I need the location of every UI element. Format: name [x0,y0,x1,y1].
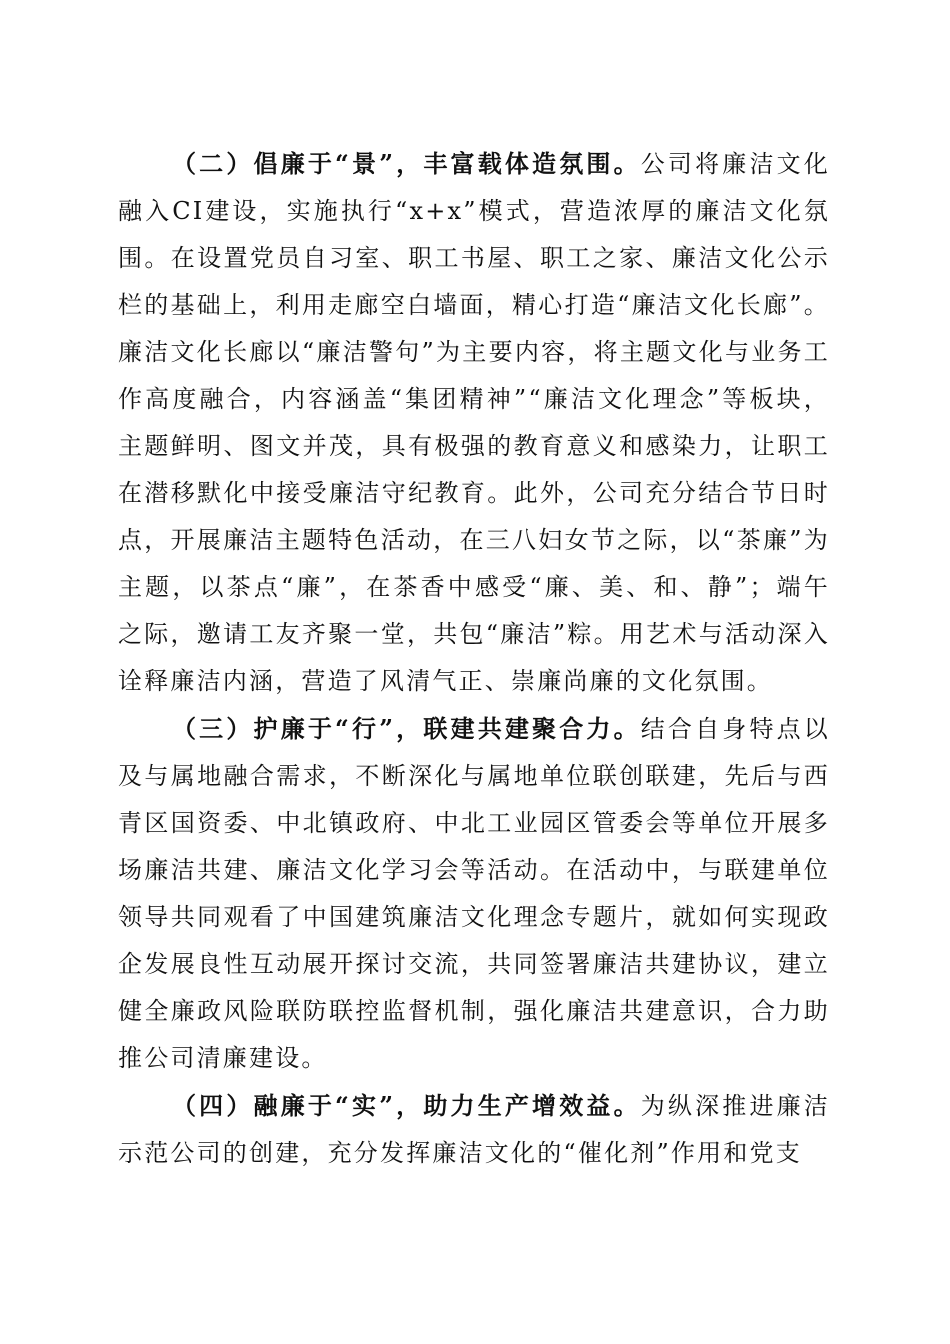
paragraph-jing [118,140,830,705]
paragraph-heading: （三）护廉于“行”，联建共建聚合力。 [172,714,641,743]
paragraph-xing [118,705,830,1082]
paragraph-shi [118,1082,830,1177]
paragraph-text: 公司将廉洁文化融入CI建设，实施执行“x+x”模式，营造浓厚的廉洁文化氛围。在设置党员自习室、职工书屋、职工之家、廉洁文化公示栏的基础上，利用走廊空白墙面，精心打造“廉洁文化长廊”。廉洁文化长廊以“廉洁警句”为主要内容，将主题文化与业务工作高度融合，内容涵盖“集团精神”“廉洁文化理念”等板块，主题鲜明、图文并茂，具有极强的教育意义和感染力，让职工在潜移默化中接受廉洁守纪教育。此外，公司充分结合节日时点，开展廉洁主题特色活动，在三八妇女节之际，以“茶廉”为主题，以茶点“廉”，在茶香中感受“廉、美、和、静”；端午之际，邀请工友齐聚一堂，共包“廉洁”粽。用艺术与活动深入诠释廉洁内涵，营造了风清气正、崇廉尚廉的文化氛围。 [118,150,830,695]
paragraph-text: 结合自身特点以及与属地融合需求，不断深化与属地单位联创联建，先后与西青区国资委、中北镇政府、中北工业园区管委会等单位开展多场廉洁共建、廉洁文化学习会等活动。在活动中，与联建单位领导共同观看了中国建筑廉洁文化理念专题片，就如何实现政企发展良性互动展开探讨交流，共同签署廉洁共建协议，建立健全廉政风险联防联控监督机制，强化廉洁共建意识，合力助推公司清廉建设。 [118,715,830,1072]
paragraph-heading: （四）融廉于“实”，助力生产增效益。 [172,1091,641,1120]
paragraph-heading: （二）倡廉于“景”，丰富载体造氛围。 [172,149,641,178]
document-body [118,140,830,1177]
paragraph-text: 为纵深推进廉洁示范公司的创建，充分发挥廉洁文化的“催化剂”作用和党支 [118,1092,830,1167]
